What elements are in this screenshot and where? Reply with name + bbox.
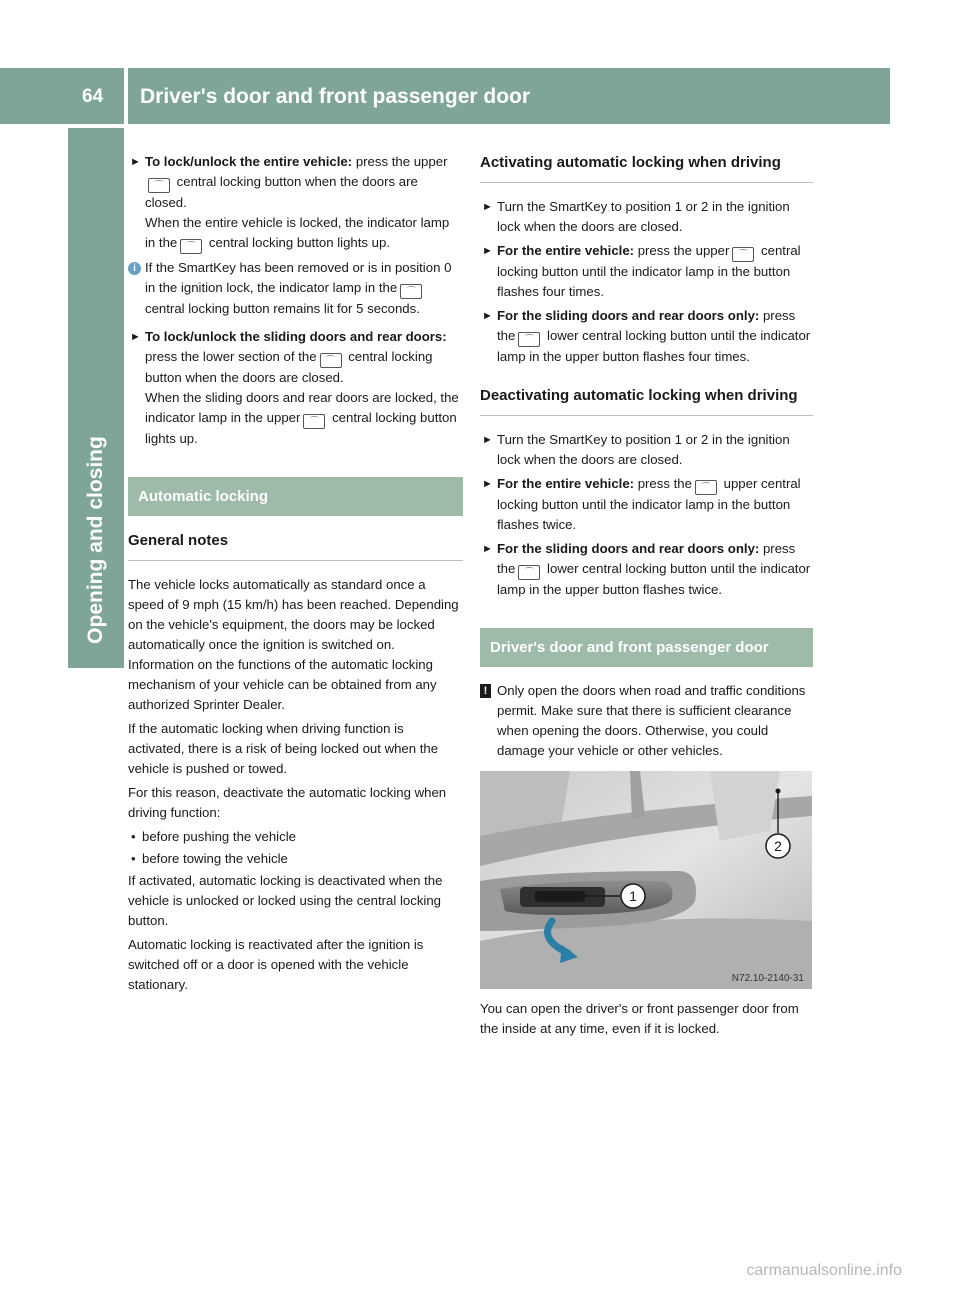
step-lock-sliding-doors <box>128 327 463 449</box>
footer-watermark: carmanualsonline.info <box>746 1262 902 1279</box>
step-arrow-icon: ► <box>482 543 493 555</box>
step-arrow-icon: ► <box>482 245 493 257</box>
callout-1: 1 <box>629 888 637 904</box>
right-column <box>480 152 813 1043</box>
left-column <box>128 152 463 999</box>
note-text: If the SmartKey has been removed or is in position 0 in the ignition lock, the indicator lamp in the <box>145 260 452 295</box>
step-bold-label: For the sliding doors and rear doors only: <box>497 541 760 556</box>
page-number: 64 <box>82 86 104 107</box>
step-item <box>480 539 813 600</box>
lock-button-icon: ⌒ <box>180 239 202 254</box>
step-text: press the <box>497 541 796 576</box>
step-text-2: central locking button when the doors are closed. <box>145 349 433 385</box>
step-text-2: upper central locking button until the indicator lamp in the button flashes twice. <box>497 476 801 532</box>
step-item <box>480 430 813 470</box>
list-item-text: before pushing the vehicle <box>142 829 296 844</box>
door-handle-illustration-svg <box>480 771 812 989</box>
step-arrow-icon: ► <box>130 156 141 168</box>
paragraph: Automatic locking is reactivated after the ignition is switched off or a door is opened with the vehicle stationary. <box>128 937 424 992</box>
subheading-general-notes: General notes <box>128 530 463 561</box>
subheading-activating: Activating automatic locking when driving <box>480 152 813 183</box>
section-heading-automatic-locking: Automatic locking <box>128 477 463 516</box>
step-item <box>480 241 813 302</box>
header-bar <box>128 68 890 124</box>
lock-button-icon: ⌒ <box>518 565 540 580</box>
page-number-block <box>0 68 124 124</box>
step-bold-label: For the entire vehicle: <box>497 476 635 491</box>
step-text: Turn the SmartKey to position 1 or 2 in the ignition lock when the doors are closed. <box>497 432 790 467</box>
step-result: When the sliding doors and rear doors are locked, the indicator lamp in the upper <box>145 390 459 425</box>
paragraph: If the automatic locking when driving function is activated, there is a risk of being locked out when the vehicle is pushed or towed. <box>128 721 439 776</box>
step-text: press the upper <box>352 154 448 169</box>
info-icon: i <box>128 262 141 275</box>
step-text: press the upper <box>634 243 730 258</box>
step-text: press the <box>497 308 796 343</box>
paragraph: For this reason, deactivate the automatic locking when driving function: <box>128 785 447 820</box>
section-heading-drivers-door: Driver's door and front passenger door <box>480 628 813 667</box>
step-arrow-icon: ► <box>482 434 493 446</box>
door-handle-illustration <box>480 771 812 989</box>
list-item <box>128 849 463 869</box>
step-item <box>480 474 813 535</box>
bullet-icon: • <box>131 829 136 844</box>
lock-button-icon: ⌒ <box>695 480 717 495</box>
step-arrow-icon: ► <box>130 331 141 343</box>
step-arrow-icon: ► <box>482 201 493 213</box>
list-item <box>128 827 463 847</box>
lock-button-icon: ⌒ <box>400 284 422 299</box>
step-result-2: central locking button lights up. <box>145 410 457 446</box>
figure-code: N72.10-2140-31 <box>731 973 804 984</box>
paragraph: The vehicle locks automatically as standard once a speed of 9 mph (15 km/h) has been reached. Depending on the vehicle's equipment, the doors may be locked automatically once the ignition is switched on. Information on the functions of the automatic locking mechanism of your vehicle can be obtained from any authorized Sprinter Dealer. <box>128 577 459 712</box>
lock-button-icon: ⌒ <box>148 178 170 193</box>
step-arrow-icon: ► <box>482 478 493 490</box>
warning-note <box>480 681 813 761</box>
subheading-deactivating: Deactivating automatic locking when driving <box>480 385 813 416</box>
step-bold-label: For the sliding doors and rear doors only: <box>497 308 760 323</box>
page-title: Driver's door and front passenger door <box>140 85 531 108</box>
paragraph: If activated, automatic locking is deactivated when the vehicle is unlocked or locked using the central locking button. <box>128 873 443 928</box>
step-text-2: lower central locking button until the indicator lamp in the upper button flashes twice. <box>497 561 811 597</box>
figure-caption: You can open the driver's or front passenger door from the inside at any time, even if it is locked. <box>480 1001 799 1036</box>
side-tab-label: Opening and closing <box>84 436 107 644</box>
step-result: When the entire vehicle is locked, the indicator lamp in the <box>145 215 450 250</box>
step-text: press the lower section of the <box>145 349 317 364</box>
info-note <box>128 258 463 319</box>
step-arrow-icon: ► <box>482 310 493 322</box>
step-bold-label: To lock/unlock the entire vehicle: <box>145 154 353 169</box>
step-text: press the <box>634 476 692 491</box>
step-bold-label: For the entire vehicle: <box>497 243 635 258</box>
lock-button-icon: ⌒ <box>303 414 325 429</box>
step-bold-label: To lock/unlock the sliding doors and rear doors: <box>145 329 447 344</box>
step-text: Turn the SmartKey to position 1 or 2 in the ignition lock when the doors are closed. <box>497 199 790 234</box>
step-item <box>480 197 813 237</box>
warning-text: Only open the doors when road and traffic conditions permit. Make sure that there is sufficient clearance when opening the doors. Otherwise, you could damage your vehicle or other vehicles. <box>497 683 806 758</box>
note-text-2: central locking button remains lit for 5 seconds. <box>145 301 420 316</box>
step-text-2: central locking button until the indicator lamp in the button flashes four times. <box>497 243 801 299</box>
callout-2: 2 <box>774 838 782 854</box>
step-result-2: central locking button lights up. <box>205 235 391 250</box>
bullet-icon: • <box>131 851 136 866</box>
step-item <box>480 306 813 367</box>
lock-button-icon: ⌒ <box>320 353 342 368</box>
list-item-text: before towing the vehicle <box>142 851 288 866</box>
step-lock-entire-vehicle <box>128 152 463 254</box>
step-text-2: central locking button when the doors are closed. <box>145 174 418 210</box>
step-text-2: lower central locking button until the indicator lamp in the upper button flashes four times. <box>497 328 811 364</box>
warning-icon: ! <box>480 684 491 698</box>
lock-button-icon: ⌒ <box>732 247 754 262</box>
lock-button-icon: ⌒ <box>518 332 540 347</box>
